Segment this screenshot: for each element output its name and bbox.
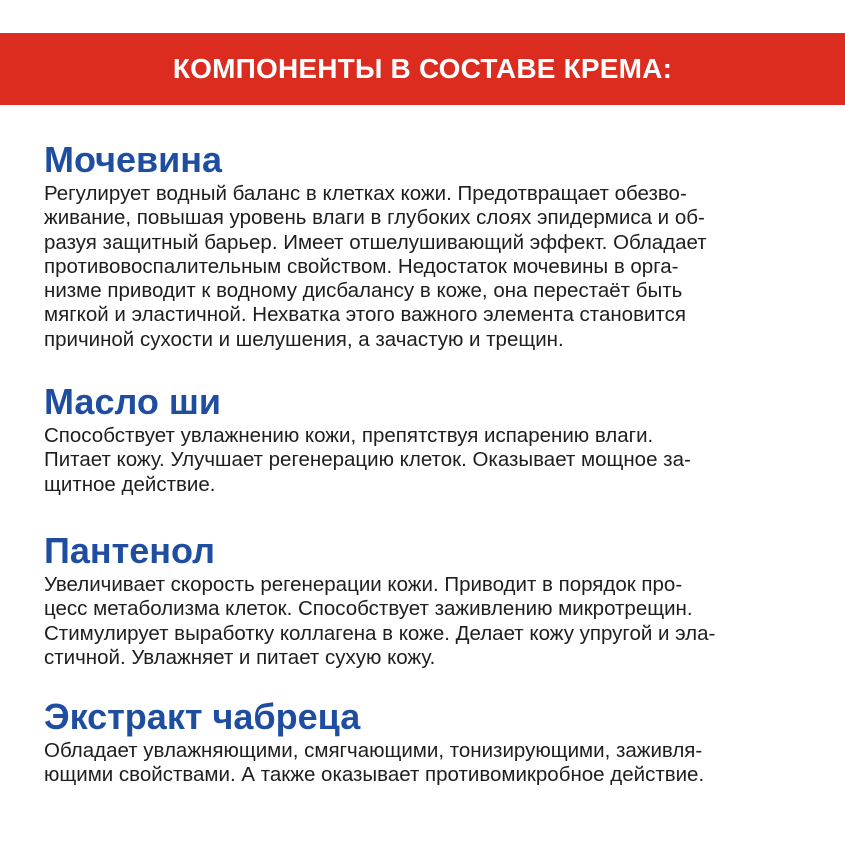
text-line: Обладает увлажняющими, смягчающими, тонизирующими, заживля- <box>44 739 703 762</box>
text-line: низме приводит к водному дисбалансу в коже, она перестаёт быть <box>44 279 683 303</box>
text-line: противовоспалительным свойством. Недостаток мочевины в орга- <box>44 254 679 278</box>
section-urea <box>44 140 804 352</box>
section-text <box>44 182 804 352</box>
text-line: Стимулирует выработку коллагена в коже. Делает кожу упругой и эла- <box>44 621 716 645</box>
header-banner <box>0 33 845 105</box>
text-line: причиной сухости и шелушения, а зачастую и трещин. <box>44 327 564 351</box>
section-panthenol <box>44 531 804 670</box>
section-title: Масло ши <box>44 381 221 422</box>
banner-title: КОМПОНЕНТЫ В СОСТАВЕ КРЕМА: <box>172 53 673 84</box>
section-title: Мочевина <box>44 139 223 180</box>
text-line: цесс метаболизма клеток. Способствует заживлению микротрещин. <box>44 597 693 621</box>
text-line: Способствует увлажнению кожи, препятствуя испарению влаги. <box>44 424 654 447</box>
text-line: Регулирует водный баланс в клетках кожи. Предотвращает обезво- <box>44 182 687 205</box>
text-line: щитное действие. <box>44 472 216 496</box>
text-line: Питает кожу. Улучшает регенерацию клеток. Оказывает мощное за- <box>44 448 691 472</box>
text-line: живание, повышая уровень влаги в глубоких слоях эпидермиса и об- <box>44 206 705 230</box>
section-shea-butter <box>44 382 804 497</box>
section-title: Экстракт чабреца <box>44 696 361 737</box>
section-text <box>44 739 804 788</box>
section-text <box>44 424 804 497</box>
text-line: Увеличивает скорость регенерации кожи. Приводит в порядок про- <box>44 573 683 596</box>
section-text <box>44 573 804 670</box>
section-thyme-extract <box>44 697 804 788</box>
text-line: стичной. Увлажняет и питает сухую кожу. <box>44 645 436 669</box>
text-line: мягкой и эластичной. Нехватка этого важного элемента становится <box>44 303 686 327</box>
section-title: Пантенол <box>44 530 215 571</box>
text-line: ющими свойствами. А также оказывает противомикробное действие. <box>44 763 705 787</box>
text-line: разуя защитный барьер. Имеет отшелушивающий эффект. Обладает <box>44 230 707 254</box>
